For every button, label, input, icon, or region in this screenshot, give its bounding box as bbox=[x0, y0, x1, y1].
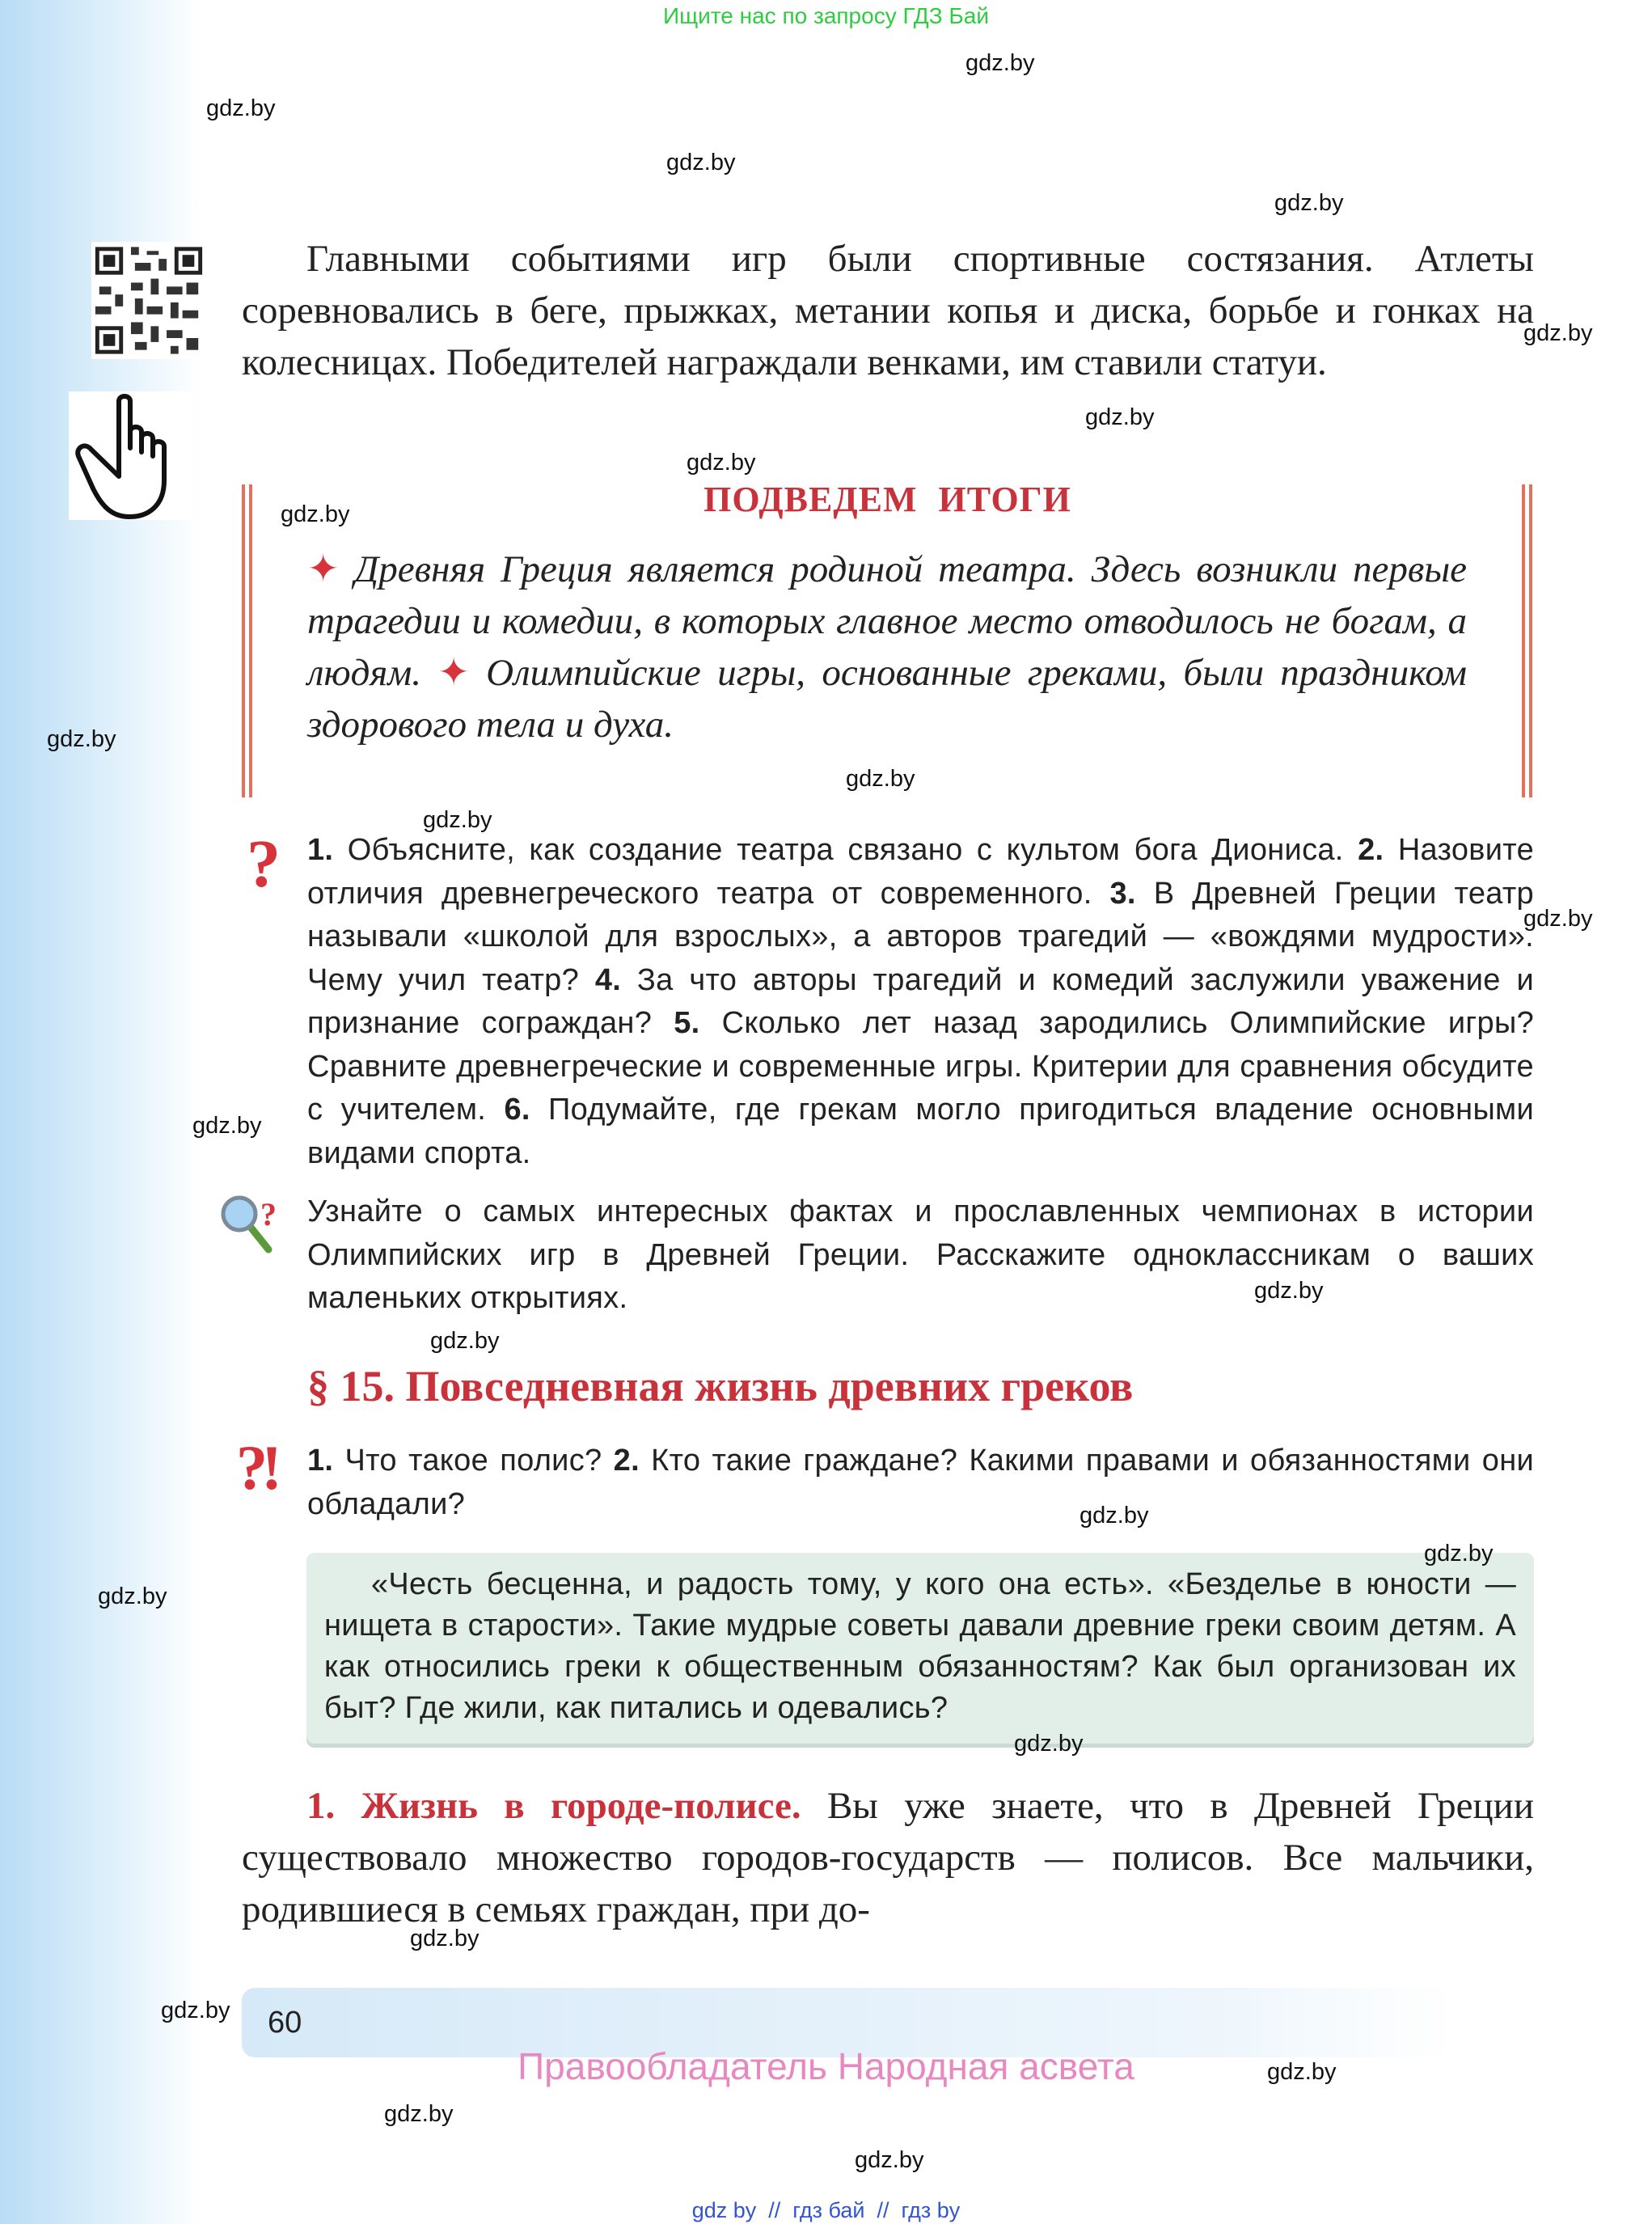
summary-point: Древняя Греция является родиной театра. Здесь возникли первые трагедии и комедии, в которых главное место отводилось не богам, а людям. bbox=[307, 548, 1468, 694]
watermark: gdz.by bbox=[1085, 404, 1155, 430]
question-number: 1. bbox=[307, 833, 334, 867]
watermark: gdz.by bbox=[281, 501, 350, 527]
watermark: gdz.by bbox=[1274, 190, 1344, 216]
watermark: gdz.by bbox=[687, 450, 756, 476]
prequestions-list bbox=[307, 1440, 1534, 1526]
pointing-hand-icon bbox=[69, 391, 192, 520]
question-text: В Древней Греции театр называли «школой для взрослых», а авторов трагедий — «вождями мудрости». Чему учил театр? bbox=[307, 876, 1534, 997]
question-text: Назовите отличия древнегреческого театра от современного. bbox=[307, 833, 1535, 911]
question-number: 1. bbox=[307, 1444, 334, 1478]
question-exclamation-icon: ?! bbox=[236, 1432, 276, 1503]
subsection-text: Вы уже знаете, что в Древней Греции существовало множество городов-государств — полисов. Все мальчики, родившиеся в семьях граждан, при до- bbox=[242, 1785, 1534, 1930]
watermark: gdz.by bbox=[1014, 1731, 1084, 1757]
qr-code[interactable] bbox=[91, 242, 206, 359]
star-bullet-icon: ✦ bbox=[437, 652, 470, 694]
magnifier-question-icon bbox=[218, 1193, 288, 1262]
watermark: gdz.by bbox=[384, 2101, 454, 2127]
summary-text bbox=[307, 543, 1467, 750]
watermark: gdz.by bbox=[1523, 320, 1593, 346]
watermark: gdz.by bbox=[161, 1998, 230, 2023]
watermark: gdz.by bbox=[423, 807, 492, 833]
question-text: Что такое полис? bbox=[344, 1444, 602, 1478]
watermark: gdz.by bbox=[430, 1328, 500, 1354]
question-number: 2. bbox=[613, 1444, 640, 1478]
question-text: Сколько лет назад зародились Олимпийские игры? Сравните древнегреческие и современные игры. Критерии для сравнения обсудите с учителем. bbox=[307, 1006, 1534, 1127]
question-mark-icon: ? bbox=[247, 827, 281, 902]
intro-paragraph: Главными событиями игр были спортивные состязания. Атлеты соревновались в беге, прыжках, метании копья и диска, борьбе и гонках на колесницах. Победителей награждали венками, им ставили статуи. bbox=[242, 238, 1534, 383]
research-task: Узнайте о самых интересных фактах и прославленных чемпионах в истории Олимпийских игр в Древней Греции. Расскажите одноклассникам о ваших маленьких открытиях. bbox=[307, 1194, 1534, 1315]
watermark: gdz.by bbox=[1254, 1278, 1324, 1304]
watermark: gdz.by bbox=[192, 1113, 262, 1139]
question-number: 2. bbox=[1358, 833, 1384, 867]
question-text: Подумайте, где грекам могло пригодиться владение основными видами спорта. bbox=[307, 1093, 1535, 1170]
watermark: gdz.by bbox=[410, 1926, 480, 1951]
watermark: gdz.by bbox=[1080, 1503, 1149, 1528]
subsection-title: 1. Жизнь в городе-полисе. bbox=[306, 1785, 801, 1827]
watermark: gdz.by bbox=[1267, 2059, 1337, 2085]
svg-text:?: ? bbox=[260, 1196, 277, 1233]
question-number: 6. bbox=[504, 1093, 530, 1127]
watermark: gdz.by bbox=[965, 50, 1035, 76]
question-number: 5. bbox=[674, 1006, 700, 1040]
watermark: gdz.by bbox=[206, 95, 276, 121]
top-search-note[interactable]: Ищите нас по запросу ГДЗ Бай bbox=[662, 3, 990, 28]
summary-title: ПОДВЕДЕМ ИТОГИ bbox=[703, 480, 1071, 519]
qr-code-icon bbox=[91, 242, 206, 359]
watermark: gdz.by bbox=[47, 726, 116, 752]
question-text: За что авторы трагедий и комедий заслужили уважение и признание сограждан? bbox=[307, 962, 1534, 1040]
subsection-paragraph bbox=[242, 1780, 1534, 1935]
page-number: 60 bbox=[268, 2006, 302, 2040]
watermark: gdz.by bbox=[666, 150, 736, 175]
summary-left-border bbox=[242, 484, 245, 797]
questions-list bbox=[307, 829, 1534, 1175]
watermark: gdz.by bbox=[98, 1583, 167, 1609]
summary-right-border bbox=[1522, 484, 1525, 797]
quote-text: «Честь бесценна, и радость тому, у кого она есть». «Безделье в юности — нищета в старости». Такие мудрые советы давали древние греки своим детям. А как относились греки к общественным обязанностям? Как был организован их быт? Где жили, как питались и одевались? bbox=[324, 1567, 1516, 1725]
question-number: 3. bbox=[1109, 876, 1136, 911]
watermark: gdz.by bbox=[855, 2147, 924, 2173]
summary-point: Олимпийские игры, основанные греками, были праздником здорового тела и духа. bbox=[307, 652, 1468, 746]
question-text: Кто такие граждане? Какими правами и обязанностями они обладали? bbox=[307, 1444, 1535, 1521]
section-heading: § 15. Повседневная жизнь древних греков bbox=[307, 1362, 1134, 1410]
quote-box bbox=[306, 1553, 1534, 1744]
watermark: gdz.by bbox=[1523, 906, 1593, 932]
question-text: Объясните, как создание театра связано с культом бога Диониса. bbox=[347, 833, 1344, 867]
star-bullet-icon: ✦ bbox=[307, 548, 340, 590]
watermark: gdz.by bbox=[1424, 1541, 1494, 1567]
question-number: 4. bbox=[594, 962, 622, 997]
bottom-links[interactable]: gdz by // гдз бай // гдз by bbox=[691, 2198, 961, 2222]
watermark: gdz.by bbox=[846, 766, 915, 792]
copyright-note: Правообладатель Народная асвета bbox=[518, 2045, 1134, 2087]
